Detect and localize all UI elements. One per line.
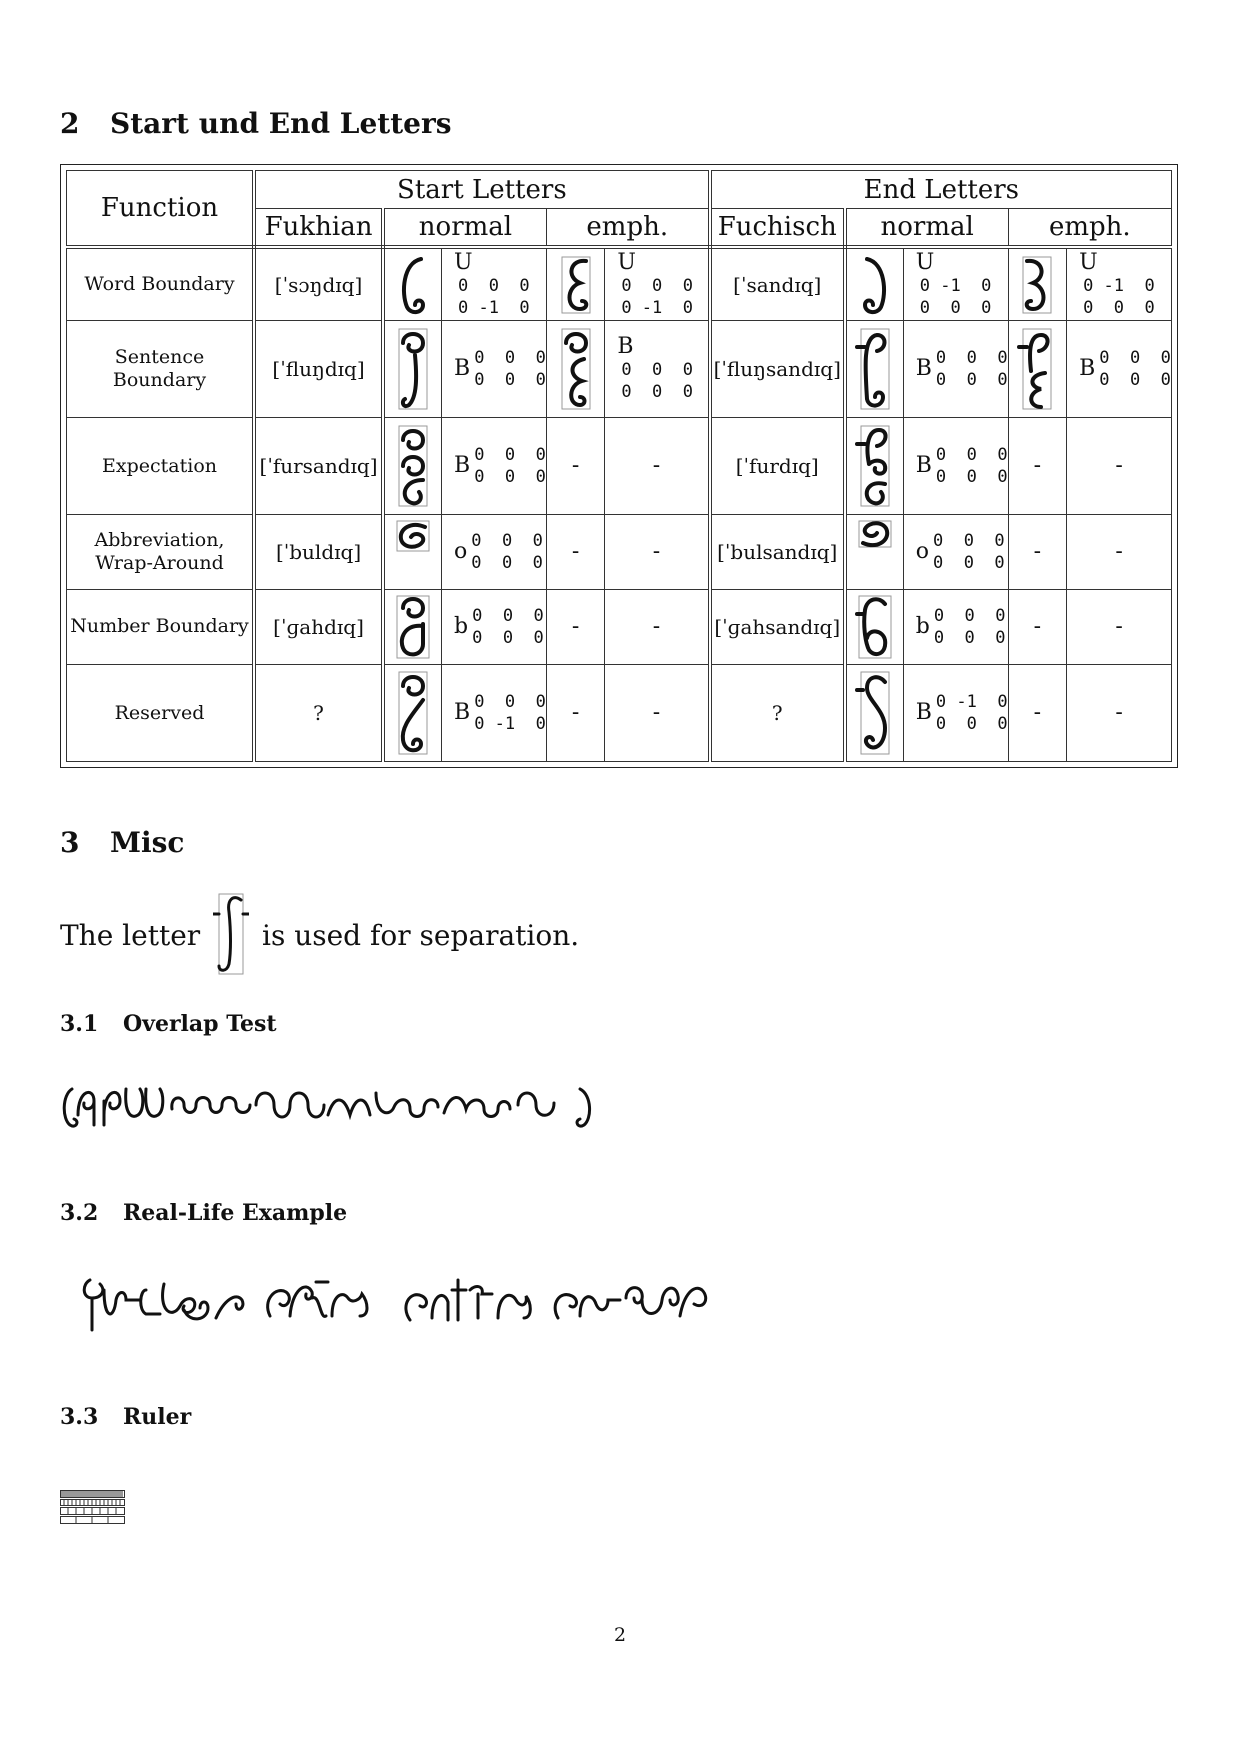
end-emph-glyph bbox=[1008, 320, 1066, 417]
subsection-heading-overlap: 3.1 Overlap Test bbox=[60, 1011, 277, 1037]
end-emph-code-empty: - bbox=[1067, 515, 1172, 590]
start-code: U 0 0 0 0 -1 0 bbox=[442, 247, 547, 320]
row-start-ipa: [ˈɡahdɪq] bbox=[254, 589, 383, 664]
start-emph-glyph bbox=[546, 320, 604, 417]
table-row bbox=[67, 417, 1172, 514]
end-glyph bbox=[845, 320, 903, 417]
end-code: U 0 -1 0 0 0 0 bbox=[903, 247, 1008, 320]
header-start-letters: Start Letters bbox=[254, 171, 710, 209]
end-code: o 0 0 0 0 0 0 bbox=[903, 515, 1008, 590]
page-number: 2 bbox=[613, 1624, 627, 1646]
table-row bbox=[67, 589, 1172, 664]
end-glyph bbox=[845, 664, 903, 761]
row-function: Sentence Boundary bbox=[67, 320, 255, 417]
header-start-emph: emph. bbox=[546, 209, 709, 247]
start-emph-code-empty: - bbox=[605, 589, 710, 664]
start-emph-code-empty: - bbox=[605, 515, 710, 590]
end-emph-glyph-empty: - bbox=[1008, 515, 1066, 590]
subsection-heading-reallife: 3.2 Real-Life Example bbox=[60, 1200, 348, 1226]
end-emph-code: U 0 -1 0 0 0 0 bbox=[1067, 247, 1172, 320]
header-end-emph: emph. bbox=[1008, 209, 1171, 247]
sentence-start: The letter bbox=[60, 919, 201, 952]
end-glyph bbox=[845, 589, 903, 664]
start-emph-code: B 0 0 0 0 0 0 bbox=[605, 320, 710, 417]
end-emph-glyph-empty: - bbox=[1008, 417, 1066, 514]
row-start-ipa: [ˈbuldɪq] bbox=[254, 515, 383, 590]
start-glyph bbox=[383, 664, 441, 761]
start-emph-code: U 0 0 0 0 -1 0 bbox=[605, 247, 710, 320]
row-end-ipa: ? bbox=[710, 664, 845, 761]
end-code: B 0 0 0 0 0 0 bbox=[903, 417, 1008, 514]
row-start-ipa: [ˈfluŋdɪq] bbox=[254, 320, 383, 417]
start-emph-glyph-empty: - bbox=[546, 515, 604, 590]
start-code: b 0 0 0 0 0 0 bbox=[442, 589, 547, 664]
table-row bbox=[67, 320, 1172, 417]
start-emph-glyph bbox=[546, 247, 604, 320]
start-emph-glyph-empty: - bbox=[546, 589, 604, 664]
start-glyph bbox=[383, 589, 441, 664]
row-function: Abbreviation, Wrap-Around bbox=[67, 515, 255, 590]
row-start-ipa: ? bbox=[254, 664, 383, 761]
header-fukhian: Fukhian bbox=[254, 209, 383, 247]
end-glyph bbox=[845, 247, 903, 320]
end-emph-glyph-empty: - bbox=[1008, 589, 1066, 664]
section-heading-start-end: 2 Start und End Letters bbox=[60, 107, 452, 140]
end-emph-glyph-empty: - bbox=[1008, 664, 1066, 761]
real-life-example-script bbox=[80, 1270, 730, 1344]
start-end-letters-table bbox=[60, 164, 1178, 768]
start-emph-glyph-empty: - bbox=[546, 417, 604, 514]
sentence-end: is used for separation. bbox=[261, 919, 580, 952]
end-emph-code: B 0 0 0 0 0 0 bbox=[1067, 320, 1172, 417]
end-glyph bbox=[845, 417, 903, 514]
start-code: o 0 0 0 0 0 0 bbox=[442, 515, 547, 590]
row-start-ipa: [ˈsɔŋdɪq] bbox=[254, 247, 383, 320]
row-end-ipa: [ˈbulsandɪq] bbox=[710, 515, 845, 590]
row-end-ipa: [ˈsandɪq] bbox=[710, 247, 845, 320]
header-end-letters: End Letters bbox=[710, 171, 1172, 209]
row-end-ipa: [ˈfurdɪq] bbox=[710, 417, 845, 514]
end-emph-code-empty: - bbox=[1067, 589, 1172, 664]
start-emph-glyph-empty: - bbox=[546, 664, 604, 761]
row-end-ipa: [ˈfluŋsandɪq] bbox=[710, 320, 845, 417]
start-emph-code-empty: - bbox=[605, 417, 710, 514]
subsection-heading-ruler: 3.3 Ruler bbox=[60, 1404, 192, 1430]
end-emph-code-empty: - bbox=[1067, 664, 1172, 761]
table-row bbox=[67, 247, 1172, 320]
end-emph-code-empty: - bbox=[1067, 417, 1172, 514]
ruler-graphic bbox=[60, 1490, 126, 1530]
start-code: B 0 0 0 0 -1 0 bbox=[442, 664, 547, 761]
separator-sentence bbox=[60, 892, 579, 983]
end-code: B 0 0 0 0 0 0 bbox=[903, 320, 1008, 417]
start-glyph bbox=[383, 320, 441, 417]
header-start-normal: normal bbox=[383, 209, 546, 247]
section-heading-misc: 3 Misc bbox=[60, 826, 185, 859]
start-glyph bbox=[383, 515, 441, 590]
start-glyph bbox=[383, 417, 441, 514]
row-function: Expectation bbox=[67, 417, 255, 514]
header-end-normal: normal bbox=[845, 209, 1008, 247]
row-start-ipa: [ˈfursandɪq] bbox=[254, 417, 383, 514]
row-end-ipa: [ˈɡahsandɪq] bbox=[710, 589, 845, 664]
row-function: Word Boundary bbox=[67, 247, 255, 320]
table-row bbox=[67, 664, 1172, 761]
end-code: B 0 -1 0 0 0 0 bbox=[903, 664, 1008, 761]
end-glyph bbox=[845, 515, 903, 590]
row-function: Number Boundary bbox=[67, 589, 255, 664]
overlap-test-script-line bbox=[60, 1075, 600, 1139]
start-glyph bbox=[383, 247, 441, 320]
header-fuchisch: Fuchisch bbox=[710, 209, 845, 247]
table-row bbox=[67, 515, 1172, 590]
header-function: Function bbox=[67, 171, 255, 248]
end-emph-glyph bbox=[1008, 247, 1066, 320]
start-code: B 0 0 0 0 0 0 bbox=[442, 417, 547, 514]
end-code: b 0 0 0 0 0 0 bbox=[903, 589, 1008, 664]
start-emph-code-empty: - bbox=[605, 664, 710, 761]
start-code: B 0 0 0 0 0 0 bbox=[442, 320, 547, 417]
separator-letter-glyph bbox=[213, 892, 249, 983]
row-function: Reserved bbox=[67, 664, 255, 761]
